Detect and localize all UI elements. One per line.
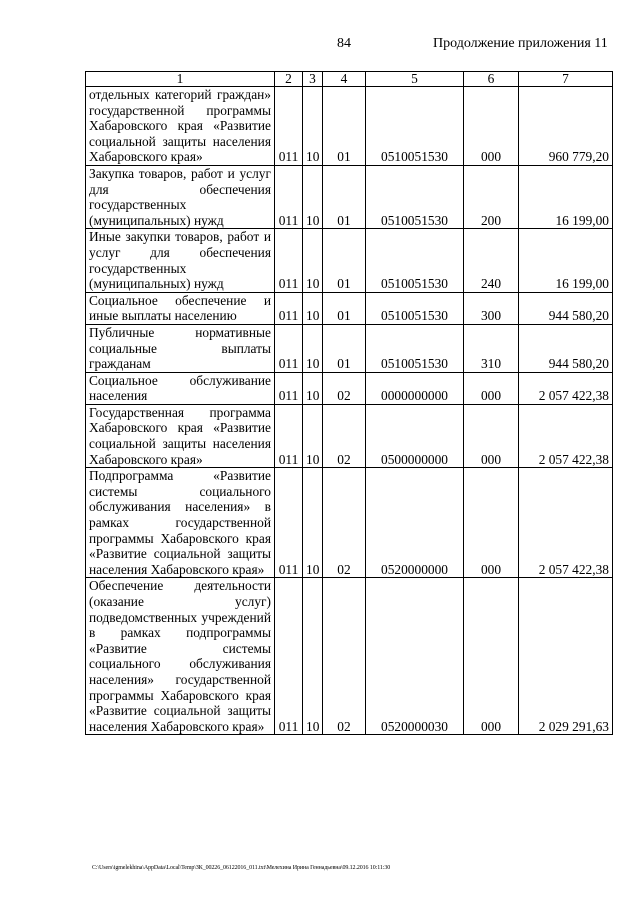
cell-expense-type: 000: [464, 404, 519, 467]
row-name: Закупка товаров, работ и услуг для обеспечения государственных (муниципальных) нужд: [86, 165, 275, 228]
column-header: 6: [464, 72, 519, 87]
table-row: [86, 324, 613, 372]
cell-subsection: 01: [323, 324, 366, 372]
cell-expense-type: 310: [464, 324, 519, 372]
cell-subsection: 01: [323, 165, 366, 228]
column-header: 3: [303, 72, 323, 87]
cell-section: 10: [303, 324, 323, 372]
cell-code: 011: [275, 324, 303, 372]
cell-amount: 944 580,20: [519, 324, 613, 372]
cell-target: 0520000030: [366, 578, 464, 735]
cell-amount: 16 199,00: [519, 229, 613, 292]
cell-expense-type: 000: [464, 87, 519, 166]
column-header: 2: [275, 72, 303, 87]
column-header: 7: [519, 72, 613, 87]
cell-subsection: 01: [323, 87, 366, 166]
cell-amount: 2 057 422,38: [519, 372, 613, 404]
cell-target: 0000000000: [366, 372, 464, 404]
cell-subsection: 02: [323, 468, 366, 578]
cell-target: 0510051530: [366, 229, 464, 292]
cell-subsection: 02: [323, 578, 366, 735]
cell-code: 011: [275, 229, 303, 292]
table-row: [86, 229, 613, 292]
row-name: Обеспечение деятельности (оказание услуг) подведомственных учреждений в рамках подпрограммы «Развитие системы социального обслуживания населения» государственной программы Хабаровского края «Развитие социальной защиты населения Хабаровского края»: [86, 578, 275, 735]
cell-amount: 960 779,20: [519, 87, 613, 166]
cell-section: 10: [303, 372, 323, 404]
cell-target: 0510051530: [366, 324, 464, 372]
cell-target: 0500000000: [366, 404, 464, 467]
column-header: 5: [366, 72, 464, 87]
cell-amount: 2 057 422,38: [519, 404, 613, 467]
page-number: 84: [337, 36, 351, 51]
cell-section: 10: [303, 292, 323, 324]
table-row: [86, 87, 613, 166]
cell-expense-type: 240: [464, 229, 519, 292]
cell-section: 10: [303, 165, 323, 228]
cell-subsection: 02: [323, 404, 366, 467]
cell-expense-type: 200: [464, 165, 519, 228]
cell-expense-type: 300: [464, 292, 519, 324]
cell-code: 011: [275, 578, 303, 735]
budget-table: [85, 71, 613, 735]
cell-code: 011: [275, 468, 303, 578]
cell-amount: 16 199,00: [519, 165, 613, 228]
cell-subsection: 02: [323, 372, 366, 404]
table-row: [86, 292, 613, 324]
table-row: [86, 578, 613, 735]
cell-code: 011: [275, 87, 303, 166]
cell-code: 011: [275, 404, 303, 467]
table-row: [86, 468, 613, 578]
cell-section: 10: [303, 87, 323, 166]
cell-section: 10: [303, 578, 323, 735]
cell-target: 0520000000: [366, 468, 464, 578]
cell-subsection: 01: [323, 292, 366, 324]
cell-code: 011: [275, 165, 303, 228]
cell-target: 0510051530: [366, 292, 464, 324]
cell-section: 10: [303, 404, 323, 467]
cell-amount: 2 057 422,38: [519, 468, 613, 578]
cell-amount: 2 029 291,63: [519, 578, 613, 735]
table-row: [86, 372, 613, 404]
running-head: Продолжение приложения 11: [433, 36, 608, 51]
column-header: 4: [323, 72, 366, 87]
cell-target: 0510051530: [366, 87, 464, 166]
row-name: Подпрограмма «Развитие системы социального обслуживания населения» в рамках государственной программы Хабаровского края «Развитие социальной защиты населения Хабаровского края»: [86, 468, 275, 578]
row-name: Иные закупки товаров, работ и услуг для обеспечения государственных (муниципальных) нужд: [86, 229, 275, 292]
cell-expense-type: 000: [464, 372, 519, 404]
cell-section: 10: [303, 229, 323, 292]
cell-target: 0510051530: [366, 165, 464, 228]
cell-code: 011: [275, 292, 303, 324]
row-name: Социальное обслуживание населения: [86, 372, 275, 404]
file-path-footer: C:\Users\igmelekhina\AppData\Local\Temp\ЗК_00226_06122016_011.txt\Мелехина Ирина Геннадьевна\09.12.2016 10:11:30: [92, 865, 391, 871]
cell-expense-type: 000: [464, 468, 519, 578]
table-row: [86, 404, 613, 467]
cell-expense-type: 000: [464, 578, 519, 735]
cell-amount: 944 580,20: [519, 292, 613, 324]
row-name: отдельных категорий граждан» государственной программы Хабаровского края «Развитие социальной защиты населения Хабаровского края»: [86, 87, 275, 166]
row-name: Публичные нормативные социальные выплаты гражданам: [86, 324, 275, 372]
cell-section: 10: [303, 468, 323, 578]
cell-code: 011: [275, 372, 303, 404]
column-header: 1: [86, 72, 275, 87]
table-header-row: [86, 72, 613, 87]
row-name: Социальное обеспечение и иные выплаты населению: [86, 292, 275, 324]
cell-subsection: 01: [323, 229, 366, 292]
table-row: [86, 165, 613, 228]
row-name: Государственная программа Хабаровского края «Развитие социальной защиты населения Хабаровского края»: [86, 404, 275, 467]
